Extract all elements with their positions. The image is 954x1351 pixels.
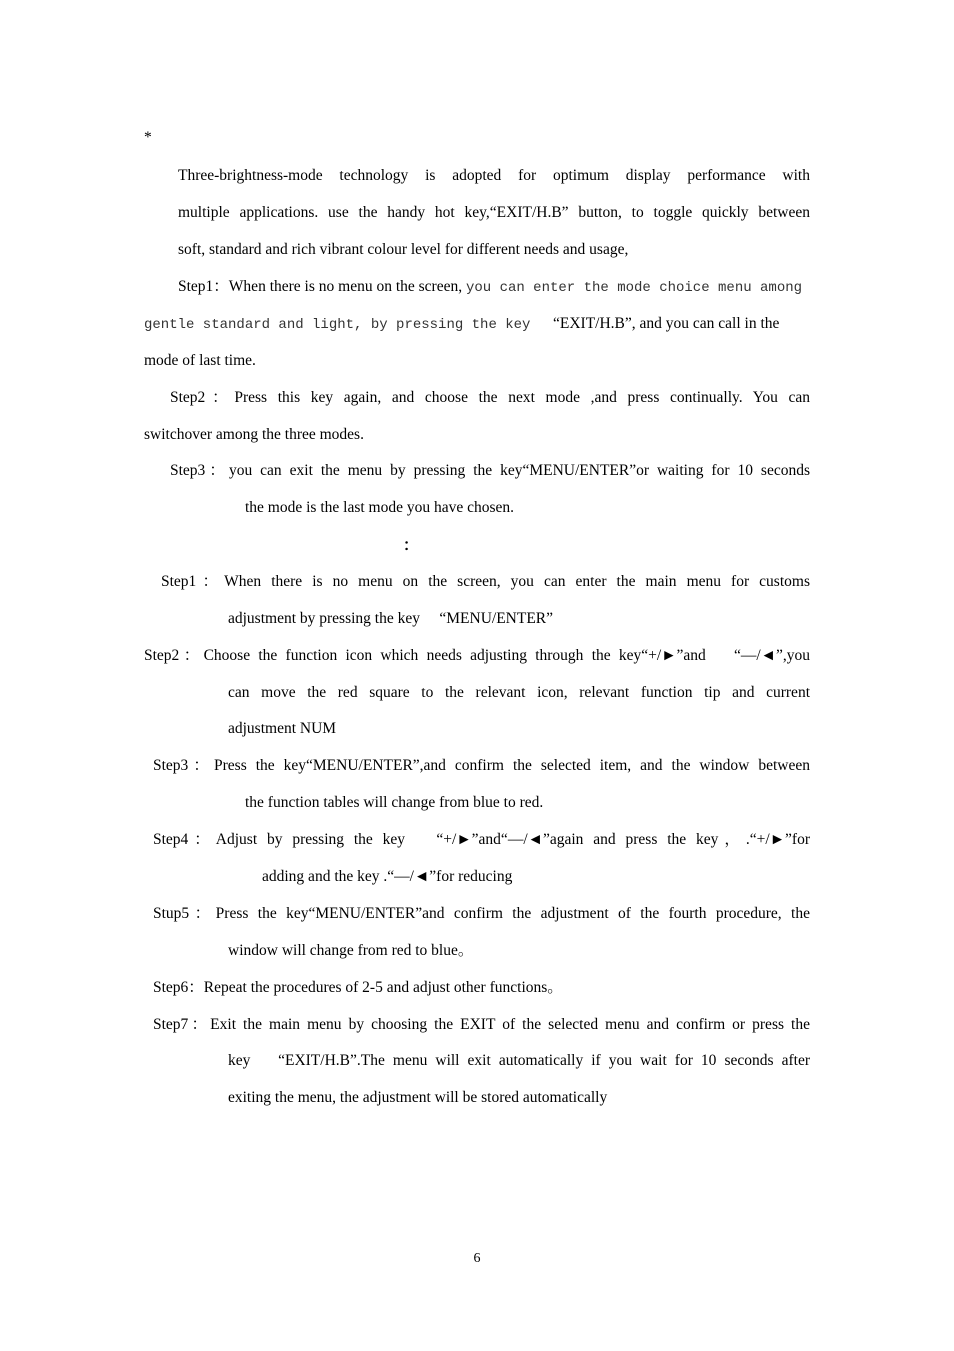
mode-step3-line-1: Step3：you can exit the menu by pressing the key“MENU/ENTER”or waiting for 10 seconds [170, 462, 810, 479]
menu-step2-line-1: Step2：Choose the function icon which needs adjusting through the key“+/►”and “—/◄”,you [144, 647, 810, 664]
mode-step1-line-3: mode of last time. [144, 352, 256, 369]
intro-line-3: soft, standard and rich vibrant colour level for different needs and usage, [178, 241, 629, 258]
menu-step7-line-1: Step7：Exit the main menu by choosing the EXIT of the selected menu and confirm or press the [153, 1016, 810, 1033]
menu-step7-line-2: key “EXIT/H.B”.The menu will exit automatically if you wait for 10 seconds after [228, 1052, 810, 1069]
menu-step3-line-1: Step3：Press the key“MENU/ENTER”,and confirm the selected item, and the window between [153, 757, 810, 774]
menu-step5-line-1: Stup5：Press the key“MENU/ENTER”and confirm the adjustment of the fourth procedure, the [153, 905, 810, 922]
mode-step1-mono-2: gentle standard and light, by pressing the key [144, 317, 531, 333]
menu-step7-line-3: exiting the menu, the adjustment will be stored automatically [228, 1089, 608, 1106]
menu-step1-line-1: Step1：When there is no menu on the screen, you can enter the main menu for customs [161, 573, 810, 590]
mode-step1-mono: you can enter the mode choice menu among [465, 280, 803, 296]
mode-step1-line-2 [144, 314, 530, 335]
menu-step5-line-2: window will change from red to blue。 [228, 942, 474, 959]
menu-step1-line-2: adjustment by pressing the key “MENU/ENTER” [228, 610, 554, 627]
mode-step1-line-1 [178, 277, 802, 298]
mode-step1-text: Step1：When there is no menu on the screen, [178, 278, 466, 295]
mode-step2-line-1: Step2：Press this key again, and choose the next mode ,and press continually. You can [170, 389, 810, 406]
menu-step2-line-2: can move the red square to the relevant icon, relevant function tip and current [228, 684, 810, 701]
page-number: 6 [473, 1251, 481, 1266]
mode-step1-line-2-tail: “EXIT/H.B”, and you can call in the [553, 315, 780, 332]
mode-step3-line-2: the mode is the last mode you have chosen. [245, 499, 515, 516]
menu-step4-line-1: Step4：Adjust by pressing the key “+/►”and“—/◄”again and press the key，.“+/►”for [153, 831, 810, 848]
bullet-marker: * [144, 129, 152, 146]
intro-line-1: Three-brightness-mode technology is adopted for optimum display performance with [178, 167, 810, 184]
menu-step4-line-2: adding and the key .“—/◄”for reducing [262, 868, 513, 885]
mode-step2-line-2: switchover among the three modes. [144, 426, 364, 443]
section-colon: ： [403, 537, 419, 554]
menu-step3-line-2: the function tables will change from blue to red. [245, 794, 544, 811]
menu-step2-line-3: adjustment NUM [228, 720, 337, 737]
menu-step6-line-1: Step6：Repeat the procedures of 2-5 and adjust other functions。 [153, 979, 563, 996]
intro-line-2: multiple applications. use the handy hot key,“EXIT/H.B” button, to toggle quickly between [178, 204, 810, 221]
